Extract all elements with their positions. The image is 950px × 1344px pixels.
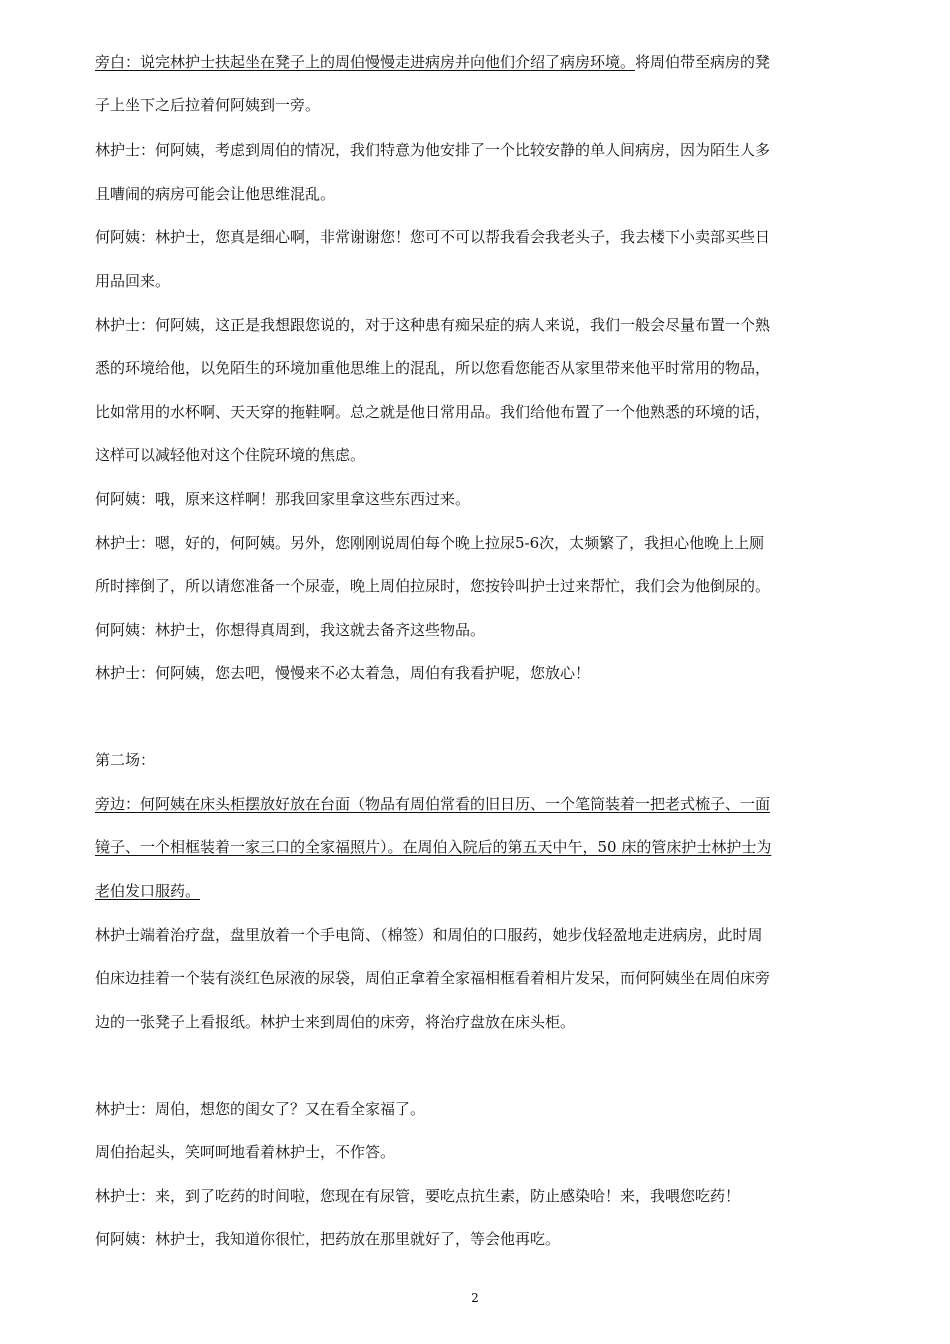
paragraph-line: 林护士：来，到了吃药的时间啦，您现在有尿管，要吃点抗生素，防止感染哈！来，我喂您吃药！: [95, 1187, 741, 1205]
narration-line: 镜子、一个相框装着一家三口的全家福照片）。在周伯入院后的第五天中午，50 床的管床护士林护士为: [95, 838, 772, 856]
paragraph-line: 且嘈闹的病房可能会让他思维混乱。: [95, 185, 336, 203]
paragraph-line: 何阿姨：林护士，你想得真周到，我这就去备齐这些物品。: [95, 621, 486, 639]
narration-continued: 将周伯带至病房的凳: [635, 53, 771, 71]
paragraph-line: 边的一张凳子上看报纸。林护士来到周伯的床旁，将治疗盘放在床头柜。: [95, 1013, 576, 1031]
narration-line: 旁边：何阿姨在床头柜摆放好放在台面（物品有周伯常看的旧日历、一个笔筒装着一把老式梳子、一面: [95, 795, 771, 813]
paragraph-line: 林护士：嗯，好的，何阿姨。另外，您刚刚说周伯每个晚上拉尿5-6次，太频繁了，我担心他晚上上厕: [95, 534, 765, 552]
paragraph-line: 林护士端着治疗盘，盘里放着一个手电筒、（棉签）和周伯的口服药，她步伐轻盈地走进病房，此时周: [95, 926, 763, 944]
paragraph-line: 林护士：何阿姨，您去吧，慢慢来不必太着急，周伯有我看护呢，您放心！: [95, 664, 591, 682]
paragraph-line: 比如常用的水杯啊、天天穿的拖鞋啊。总之就是他日常用品。我们给他布置了一个他熟悉的环境的话，: [95, 403, 771, 421]
paragraph-line: 子上坐下之后拉着何阿姨到一旁。: [95, 96, 321, 114]
paragraph-line: 何阿姨：哦，原来这样啊！那我回家里拿这些东西过来。: [95, 490, 471, 508]
paragraph-line: 伯床边挂着一个装有淡红色尿液的尿袋，周伯正拿着全家福相框看着相片发呆，而何阿姨坐在周伯床旁: [95, 969, 771, 987]
paragraph-line: 这样可以减轻他对这个住院环境的焦虑。: [95, 446, 366, 464]
paragraph-line: 用品回来。: [95, 272, 171, 290]
paragraph-line: 何阿姨：林护士，您真是细心啊，非常谢谢您！您可不可以帮我看会我老头子，我去楼下小卖部买些日: [95, 228, 771, 246]
paragraph-line: 林护士：何阿姨，这正是我想跟您说的，对于这种患有痴呆症的病人来说，我们一般会尽量布置一个熟: [95, 316, 771, 334]
paragraph-line: 所时摔倒了，所以请您准备一个尿壶，晚上周伯拉尿时，您按铃叫护士过来帮忙，我们会为他倒尿的。: [95, 577, 771, 595]
page-number: 2: [471, 1291, 479, 1305]
paragraph-line: 周伯抬起头，笑呵呵地看着林护士，不作答。: [95, 1143, 396, 1161]
narration-line: 老伯发口服药。: [95, 882, 201, 900]
narration-underlined: 旁白：说完林护士扶起坐在凳子上的周伯慢慢走进病房并向他们介绍了病房环境。: [95, 53, 636, 71]
paragraph-line: [95, 52, 865, 72]
scene-heading: 第二场：: [95, 751, 156, 769]
paragraph-line: 林护士：周伯，想您的闺女了？又在看全家福了。: [95, 1100, 426, 1118]
paragraph-line: 悉的环境给他，以免陌生的环境加重他思维上的混乱，所以您看您能否从家里带来他平时常用的物品，: [95, 359, 771, 377]
paragraph-line: 林护士：何阿姨，考虑到周伯的情况，我们特意为他安排了一个比较安静的单人间病房，因为陌生人多: [95, 141, 771, 159]
paragraph-line: 何阿姨：林护士，我知道你很忙，把药放在那里就好了，等会他再吃。: [95, 1230, 561, 1248]
